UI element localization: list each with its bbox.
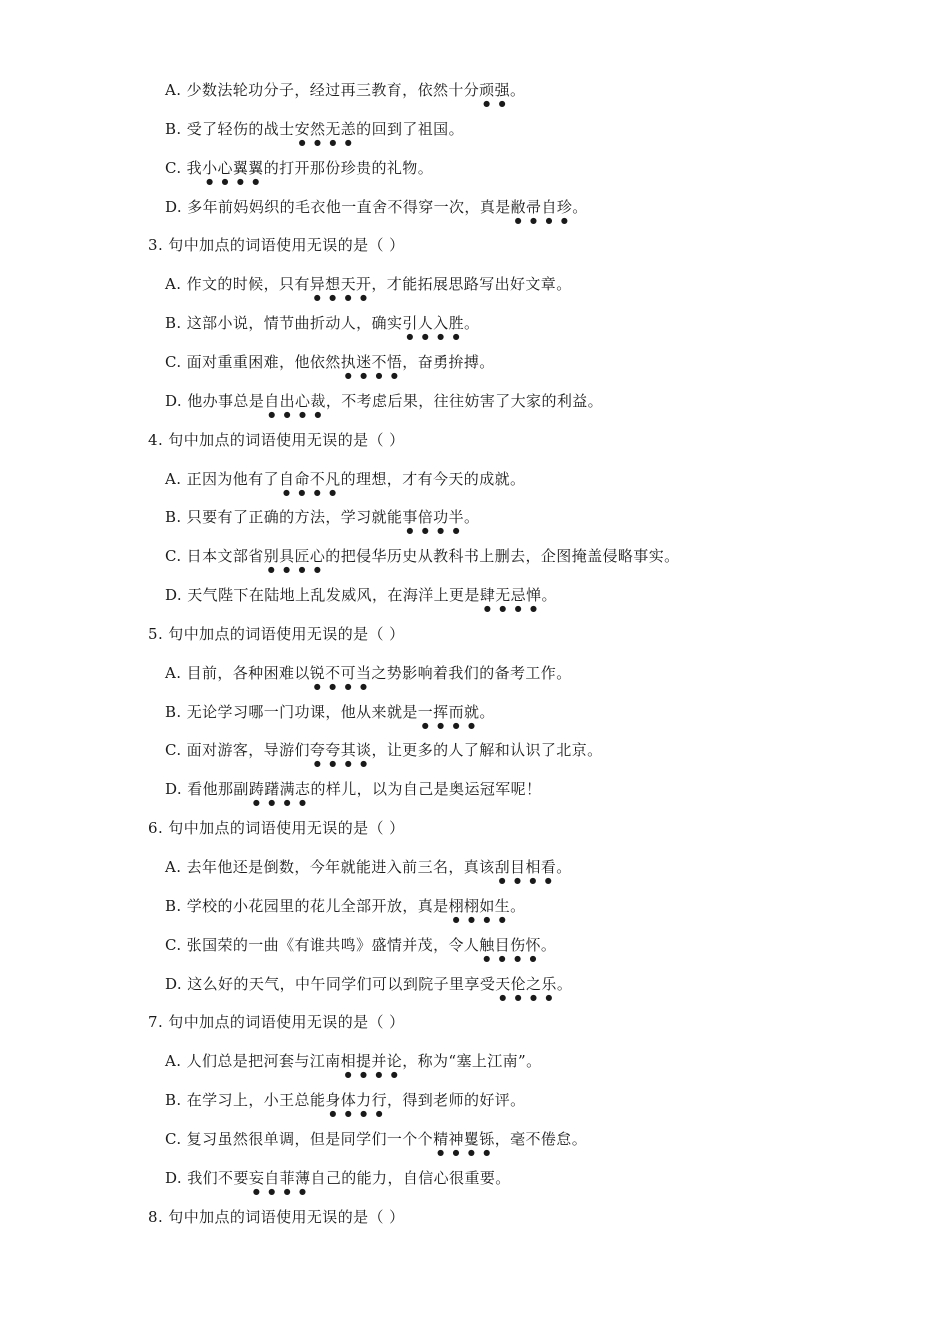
question-stem <box>148 624 404 644</box>
question-number: 6. <box>148 819 164 838</box>
question-number: 4. <box>148 430 164 449</box>
option-text: A. 少数法轮功分子，经过再三教育，依然十分 <box>165 81 480 99</box>
dotted-idiom: 一挥而就 <box>417 702 480 721</box>
option-text-end: 。 <box>510 896 526 915</box>
answer-option <box>165 1168 511 1196</box>
option-text-end: 的把侵华历史从教科书上删去，企图掩盖侵略事实。 <box>325 547 680 566</box>
dotted-idiom: 事倍功半 <box>402 508 464 527</box>
option-text: D. 天气陛下在陆地上乱发威风，在海洋上更是 <box>165 586 480 605</box>
option-text-end: 。 <box>509 81 526 99</box>
option-text: B. 学校的小花园里的花儿全部开放，真是 <box>165 896 449 915</box>
dotted-idiom: 刮目相看 <box>494 858 557 876</box>
option-text: A. 人们总是把河套与江南 <box>165 1052 341 1071</box>
option-text: B. 这部小说，情节曲折动人，确实 <box>165 314 403 333</box>
dotted-idiom: 妄自菲薄 <box>248 1168 311 1187</box>
option-text: B. 在学习上，小王总能 <box>165 1091 326 1110</box>
option-text-end: 。 <box>556 858 572 876</box>
answer-option <box>165 352 495 380</box>
answer-option <box>165 469 525 497</box>
option-text: D. 他办事总是 <box>165 391 265 410</box>
option-text: D. 我们不要 <box>165 1168 249 1187</box>
dotted-idiom: 自出心裁 <box>264 391 326 410</box>
dotted-idiom: 顽强 <box>479 81 510 99</box>
option-text: B. 受了轻伤的战士 <box>165 119 295 138</box>
question-stem <box>148 818 404 838</box>
dotted-idiom: 别具匠心 <box>263 547 326 566</box>
answer-option <box>165 507 479 535</box>
option-text: A. 去年他还是倒数，今年就能进入前三名，真该 <box>165 858 495 876</box>
question-text: 句中加点的词语使用无误的是（ ） <box>168 1013 405 1032</box>
dotted-idiom: 小心翼翼 <box>202 158 264 177</box>
dotted-idiom: 异想天开 <box>309 275 372 294</box>
option-text-end: 。 <box>541 586 557 605</box>
option-text-end: ，称为“塞上江南”。 <box>402 1052 542 1071</box>
option-text: C. 面对重重困难，他依然 <box>165 352 341 371</box>
answer-option <box>165 935 556 963</box>
question-text: 句中加点的词语使用无误的是（ ） <box>168 624 405 643</box>
answer-option <box>165 585 557 613</box>
dotted-idiom: 触目伤怀 <box>479 935 541 954</box>
dotted-idiom: 夸夸其谈 <box>309 741 372 760</box>
answer-option <box>165 158 433 186</box>
option-text-end: ，奋勇拚搏。 <box>402 352 495 371</box>
question-text: 句中加点的词语使用无误的是（ ） <box>168 236 405 255</box>
dotted-idiom: 安然无恙 <box>294 119 357 138</box>
answer-option <box>165 1090 526 1118</box>
answer-option <box>165 896 526 924</box>
option-text-end: 。 <box>540 935 557 954</box>
dotted-idiom: 精神矍铄 <box>433 1129 495 1148</box>
question-text: 句中加点的词语使用无误的是（ ） <box>168 1207 405 1226</box>
dotted-idiom: 天伦之乐 <box>495 974 557 993</box>
question-number: 3. <box>148 236 164 255</box>
answer-option <box>165 197 588 225</box>
option-text: D. 看他那副 <box>165 780 249 799</box>
answer-option <box>165 80 525 108</box>
answer-option <box>165 546 680 574</box>
option-text-end: 自己的能力，自信心很重要。 <box>310 1168 511 1187</box>
option-text-end: 的回到了祖国。 <box>356 119 464 138</box>
option-text-end: 。 <box>463 508 480 527</box>
option-text: B. 无论学习哪一门功课，他从来就是 <box>165 702 418 721</box>
answer-option <box>165 1051 542 1079</box>
option-text-end: 。 <box>556 974 573 993</box>
question-stem <box>148 1207 404 1227</box>
option-text: A. 正因为他有了 <box>165 469 279 488</box>
question-text: 句中加点的词语使用无误的是（ ） <box>168 430 405 449</box>
dotted-idiom: 相提并论 <box>340 1052 403 1071</box>
answer-option <box>165 119 464 147</box>
option-text-end: 的理想，才有今天的成就。 <box>340 469 526 488</box>
option-text-end: 。 <box>479 702 495 721</box>
option-text-end: ，得到老师的好评。 <box>386 1091 526 1110</box>
answer-option <box>165 274 572 302</box>
question-number: 5. <box>148 624 164 643</box>
option-text: A. 作文的时候，只有 <box>165 275 310 294</box>
option-text: C. 复习虽然很单调，但是同学们一个个 <box>165 1129 434 1148</box>
question-number: 8. <box>148 1207 164 1226</box>
option-text: C. 日本文部省 <box>165 547 264 566</box>
dotted-idiom: 引人入胜 <box>402 314 464 333</box>
option-text-end: 之势影响着我们的备考工作。 <box>371 663 572 682</box>
answer-option <box>165 313 479 341</box>
question-stem <box>148 430 404 450</box>
answer-option <box>165 974 572 1002</box>
option-text: B. 只要有了正确的方法，学习就能 <box>165 508 403 527</box>
option-text: A. 目前，各种困难以 <box>165 663 310 682</box>
answer-option <box>165 391 603 419</box>
answer-option <box>165 857 572 885</box>
option-text-end: ，才能拓展思路写出好文章。 <box>371 275 572 294</box>
option-text-end: 的打开那份珍贵的礼物。 <box>263 158 434 177</box>
dotted-idiom: 栩栩如生 <box>448 896 511 915</box>
dotted-idiom: 身体力行 <box>325 1091 387 1110</box>
dotted-idiom: 敝帚自珍 <box>510 197 573 216</box>
option-text: C. 张国荣的一曲《有谁共鸣》盛情并茂，令人 <box>165 935 480 954</box>
answer-option <box>165 663 572 691</box>
dotted-idiom: 执迷不悟 <box>340 352 403 371</box>
answer-option <box>165 1129 587 1157</box>
option-text: D. 多年前妈妈织的毛衣他一直舍不得穿一次，真是 <box>165 197 511 216</box>
dotted-idiom: 自命不凡 <box>278 469 341 488</box>
option-text: C. 我 <box>165 158 203 177</box>
option-text: D. 这么好的天气，中午同学们可以到院子里享受 <box>165 974 496 993</box>
option-text: C. 面对游客，导游们 <box>165 741 310 760</box>
answer-option <box>165 779 541 807</box>
dotted-idiom: 踌躇满志 <box>248 780 311 799</box>
answer-option <box>165 740 603 768</box>
option-text-end: 的样儿，以为自己是奥运冠军呢！ <box>310 780 542 799</box>
question-number: 7. <box>148 1013 164 1032</box>
option-text-end: ，毫不倦怠。 <box>494 1129 588 1148</box>
dotted-idiom: 锐不可当 <box>309 663 372 682</box>
option-text-end: 。 <box>572 197 588 216</box>
answer-option <box>165 702 495 730</box>
question-stem <box>148 1012 404 1032</box>
option-text-end: 。 <box>463 314 480 333</box>
dotted-idiom: 肆无忌惮 <box>479 586 542 605</box>
option-text-end: ，不考虑后果，往往妨害了大家的利益。 <box>325 391 604 410</box>
question-stem <box>148 235 404 255</box>
question-text: 句中加点的词语使用无误的是（ ） <box>168 819 405 838</box>
option-text-end: ，让更多的人了解和认识了北京。 <box>371 741 603 760</box>
